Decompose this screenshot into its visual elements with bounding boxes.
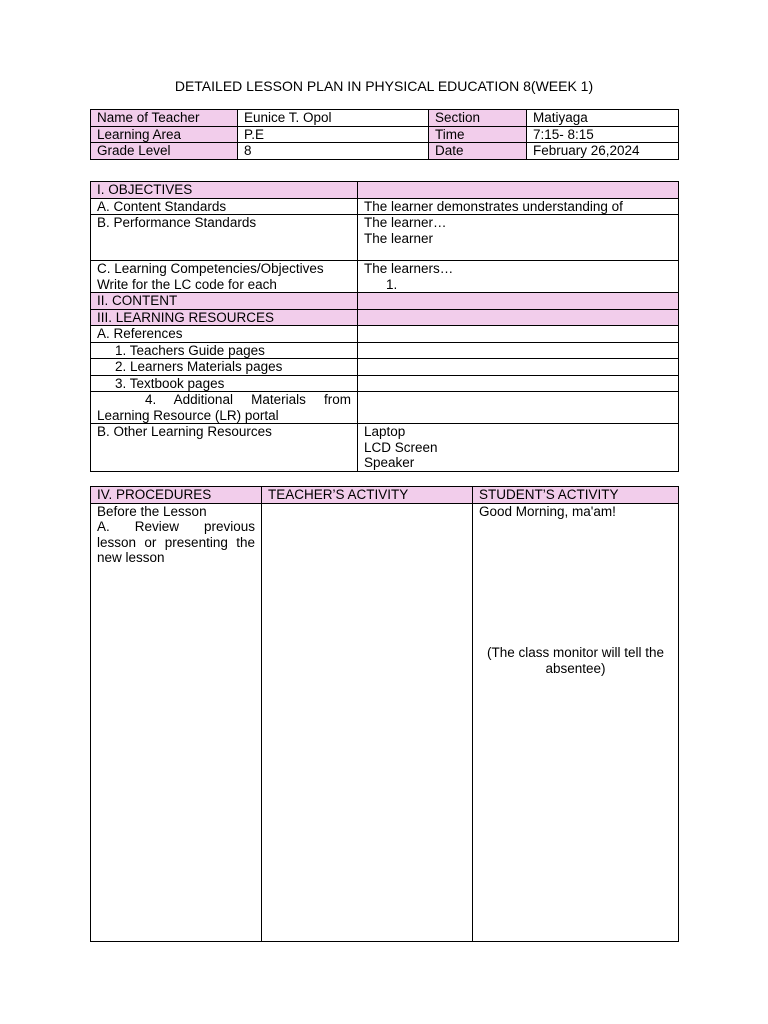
document-title: DETAILED LESSON PLAN IN PHYSICAL EDUCATION 8(WEEK 1) bbox=[174, 78, 594, 94]
students-activity-heading: STUDENT’S ACTIVITY bbox=[473, 487, 679, 504]
before-lesson-text: Before the Lesson bbox=[97, 503, 207, 519]
resources-heading-blank bbox=[358, 309, 679, 326]
other-resources-label: B. Other Learning Resources bbox=[91, 424, 358, 472]
date-label: Date bbox=[429, 143, 527, 160]
performance-standards-label: B. Performance Standards bbox=[91, 215, 358, 261]
date-value: February 26,2024 bbox=[527, 143, 679, 160]
objectives-heading-blank bbox=[358, 182, 679, 199]
other-resources-row bbox=[91, 424, 679, 472]
info-row-area bbox=[91, 126, 679, 143]
additional-materials-line-1: 4. Additional Materials from bbox=[145, 392, 351, 407]
additional-materials-line-2: Learning Resource (LR) portal bbox=[97, 407, 279, 423]
students-activity-cell bbox=[473, 503, 679, 941]
additional-materials-label bbox=[91, 392, 358, 424]
procedures-table bbox=[90, 486, 679, 942]
info-row-grade bbox=[91, 143, 679, 160]
grade-level-value: 8 bbox=[238, 143, 429, 160]
learners-materials-blank bbox=[358, 359, 679, 376]
class-monitor-note: (The class monitor will tell the absentee) bbox=[486, 645, 665, 676]
section-value: Matiyaga bbox=[527, 110, 679, 127]
content-standards-value: The learner demonstrates understanding of bbox=[358, 198, 679, 215]
procedures-header-row bbox=[91, 487, 679, 504]
content-standards-row bbox=[91, 198, 679, 215]
procedures-body-row bbox=[91, 503, 679, 941]
procedures-heading: IV. PROCEDURES bbox=[91, 487, 262, 504]
resources-heading: III. LEARNING RESOURCES bbox=[91, 309, 358, 326]
teachers-activity-cell bbox=[262, 503, 473, 941]
learning-area-value: P.E bbox=[238, 126, 429, 143]
lesson-info-table bbox=[90, 109, 679, 160]
time-label: Time bbox=[429, 126, 527, 143]
reference-row-3 bbox=[91, 375, 679, 392]
section-label: Section bbox=[429, 110, 527, 127]
teacher-value: Eunice T. Opol bbox=[238, 110, 429, 127]
resource-laptop: Laptop bbox=[364, 424, 406, 439]
review-text: A. Review previous lesson or presenting the new lesson bbox=[97, 519, 255, 565]
references-blank bbox=[358, 326, 679, 343]
competencies-label-line-1: C. Learning Competencies/Objectives bbox=[97, 261, 324, 276]
procedures-cell bbox=[91, 503, 262, 941]
learning-area-label: Learning Area bbox=[91, 126, 238, 143]
performance-standards-row bbox=[91, 215, 679, 261]
references-row bbox=[91, 326, 679, 343]
additional-materials-blank bbox=[358, 392, 679, 424]
student-greeting: Good Morning, ma'am! bbox=[479, 503, 616, 519]
performance-line-2: The learner bbox=[364, 230, 434, 246]
resource-lcd-screen: LCD Screen bbox=[364, 439, 438, 455]
content-heading-row bbox=[91, 293, 679, 310]
performance-line-1: The learner… bbox=[364, 215, 447, 230]
teachers-activity-heading: TEACHER’S ACTIVITY bbox=[262, 487, 473, 504]
competencies-label-line-2: Write for the LC code for each bbox=[97, 276, 277, 292]
performance-standards-value bbox=[358, 215, 679, 261]
info-row-teacher bbox=[91, 110, 679, 127]
resource-speaker: Speaker bbox=[364, 455, 415, 470]
textbook-pages-label: 3. Textbook pages bbox=[91, 375, 358, 392]
teachers-guide-label: 1. Teachers Guide pages bbox=[91, 342, 358, 359]
teachers-guide-blank bbox=[358, 342, 679, 359]
objectives-table bbox=[90, 181, 679, 472]
references-label: A. References bbox=[91, 326, 358, 343]
reference-row-2 bbox=[91, 359, 679, 376]
learners-materials-label: 2. Learners Materials pages bbox=[91, 359, 358, 376]
teacher-label: Name of Teacher bbox=[91, 110, 238, 127]
objectives-heading: I. OBJECTIVES bbox=[91, 182, 358, 199]
reference-row-1 bbox=[91, 342, 679, 359]
grade-level-label: Grade Level bbox=[91, 143, 238, 160]
competencies-line-1: The learners… bbox=[364, 261, 454, 276]
competencies-row bbox=[91, 261, 679, 293]
textbook-pages-blank bbox=[358, 375, 679, 392]
other-resources-value bbox=[358, 424, 679, 472]
content-heading: II. CONTENT bbox=[91, 293, 358, 310]
competencies-line-2: 1. bbox=[386, 276, 398, 292]
competencies-label bbox=[91, 261, 358, 293]
reference-row-4 bbox=[91, 392, 679, 424]
resources-heading-row bbox=[91, 309, 679, 326]
content-heading-blank bbox=[358, 293, 679, 310]
content-standards-label: A. Content Standards bbox=[91, 198, 358, 215]
competencies-value bbox=[358, 261, 679, 293]
time-value: 7:15- 8:15 bbox=[527, 126, 679, 143]
objectives-heading-row bbox=[91, 182, 679, 199]
